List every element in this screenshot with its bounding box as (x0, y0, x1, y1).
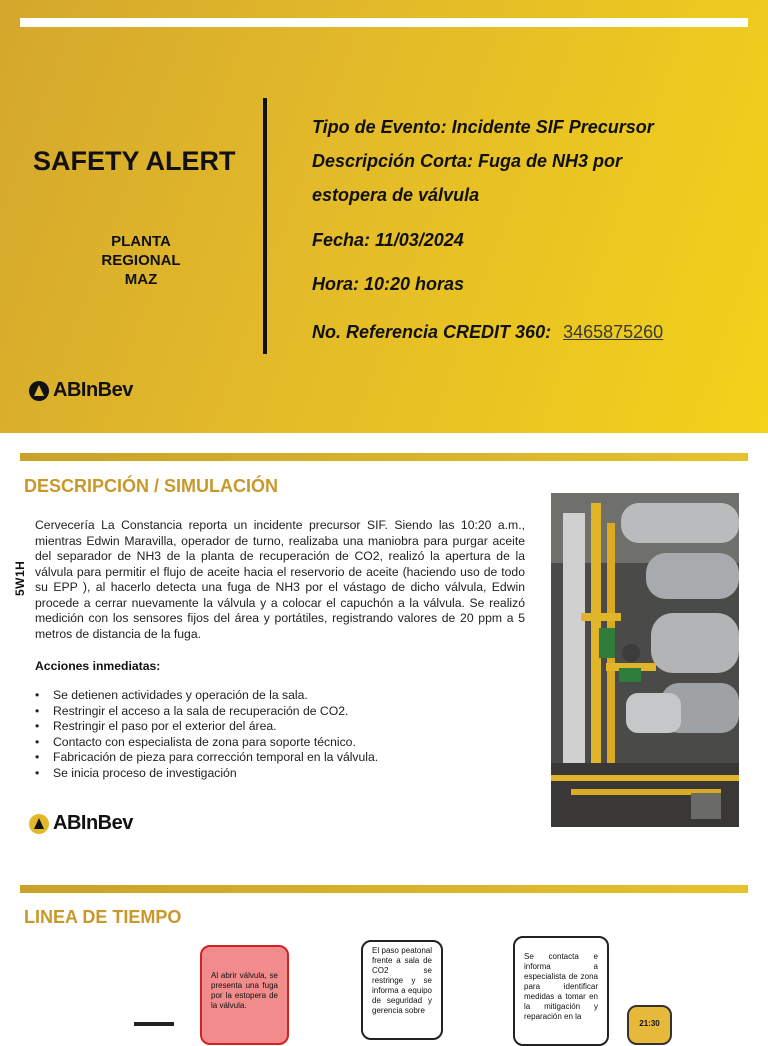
header-banner (0, 0, 768, 433)
action-item: • Se inicia proceso de investigación (35, 766, 378, 782)
section-divider (20, 453, 748, 461)
action-item: • Restringir el acceso a la sala de recuperación de CO2. (35, 704, 378, 720)
incident-description: Cervecería La Constancia reporta un incidente precursor SIF. Siendo las 10:20 a.m., mientras Edwin Maravilla, operador de turno, realizaba una maniobra para purgar aceite del separador de NH3 de la planta de recuperación de CO2, realizó la apertura de la válvula para permitir el flujo de aceite hacia el reservorio de aceite (haciendo uso de todo su EPP ), al hacerlo detecta una fuga de NH3 por el vástago de dicho válvula, Edwin procede a cerrar nuevamente la válvula y a colocar el capuchón a la válvula. Se realizó medición con los sensores fijos del área y portátiles, registrando valores de 20 ppm a 5 metros de distancia de la fuga. (35, 518, 525, 641)
timeline-connector (134, 1022, 174, 1026)
immediate-actions-title: Acciones inmediatas: (35, 659, 161, 673)
abinbev-logo (28, 379, 133, 402)
event-type: Tipo de Evento: Incidente SIF Precursor (312, 117, 654, 137)
safety-alert-title: SAFETY ALERT (33, 146, 236, 176)
incident-photo (551, 493, 739, 827)
action-item: • Fabricación de pieza para corrección temporal en la válvula. (35, 750, 378, 766)
description-section-title: DESCRIPCIÓN / SIMULACIÓN (24, 476, 279, 496)
immediate-actions-list (35, 688, 378, 781)
5w1h-side-label: 5W1H (13, 560, 27, 596)
abinbev-logo (28, 812, 133, 835)
vertical-divider (263, 98, 267, 354)
reference-row (312, 322, 663, 343)
timeline-box-time: 21:30 (627, 1005, 672, 1045)
top-divider (20, 18, 748, 27)
plant-line: PLANTA (111, 233, 171, 250)
action-item: • Se detienen actividades y operación de la sala. (35, 688, 378, 704)
reference-label: No. Referencia CREDIT 360: (312, 322, 552, 342)
abinbev-logo-icon (28, 813, 50, 835)
action-item: • Restringir el paso por el exterior del área. (35, 719, 378, 735)
plant-name (90, 232, 192, 289)
short-description-line1: Descripción Corta: Fuga de NH3 por (312, 151, 623, 171)
timeline-section-title: LINEA DE TIEMPO (24, 907, 182, 927)
plant-line: REGIONAL (101, 252, 181, 269)
short-description-line2: estopera de válvula (312, 185, 480, 205)
valve-pipework-image (551, 493, 739, 827)
abinbev-logo-text: ABInBev (53, 812, 133, 834)
event-time: Hora: 10:20 horas (312, 274, 465, 294)
timeline-box-restriction: El paso peatonal frente a sala de CO2 se restringe y se informa a equipo de seguridad y gerencia sobre (361, 940, 443, 1040)
timeline-box-leak: Al abrir válvula, se presenta una fuga por la estopera de la válvula. (200, 945, 289, 1045)
plant-line: MAZ (124, 271, 158, 288)
section-divider (20, 885, 748, 893)
abinbev-logo-icon (28, 380, 50, 402)
event-date: Fecha: 11/03/2024 (312, 230, 464, 250)
action-item: • Contacto con especialista de zona para soporte técnico. (35, 735, 378, 751)
abinbev-logo-text: ABInBev (53, 379, 133, 401)
timeline-box-specialist: Se contacta e informa a especialista de zona para identificar medidas a tomar en la mitigación y reparación en la (513, 936, 609, 1046)
reference-number-link[interactable]: 3465875260 (563, 322, 664, 342)
